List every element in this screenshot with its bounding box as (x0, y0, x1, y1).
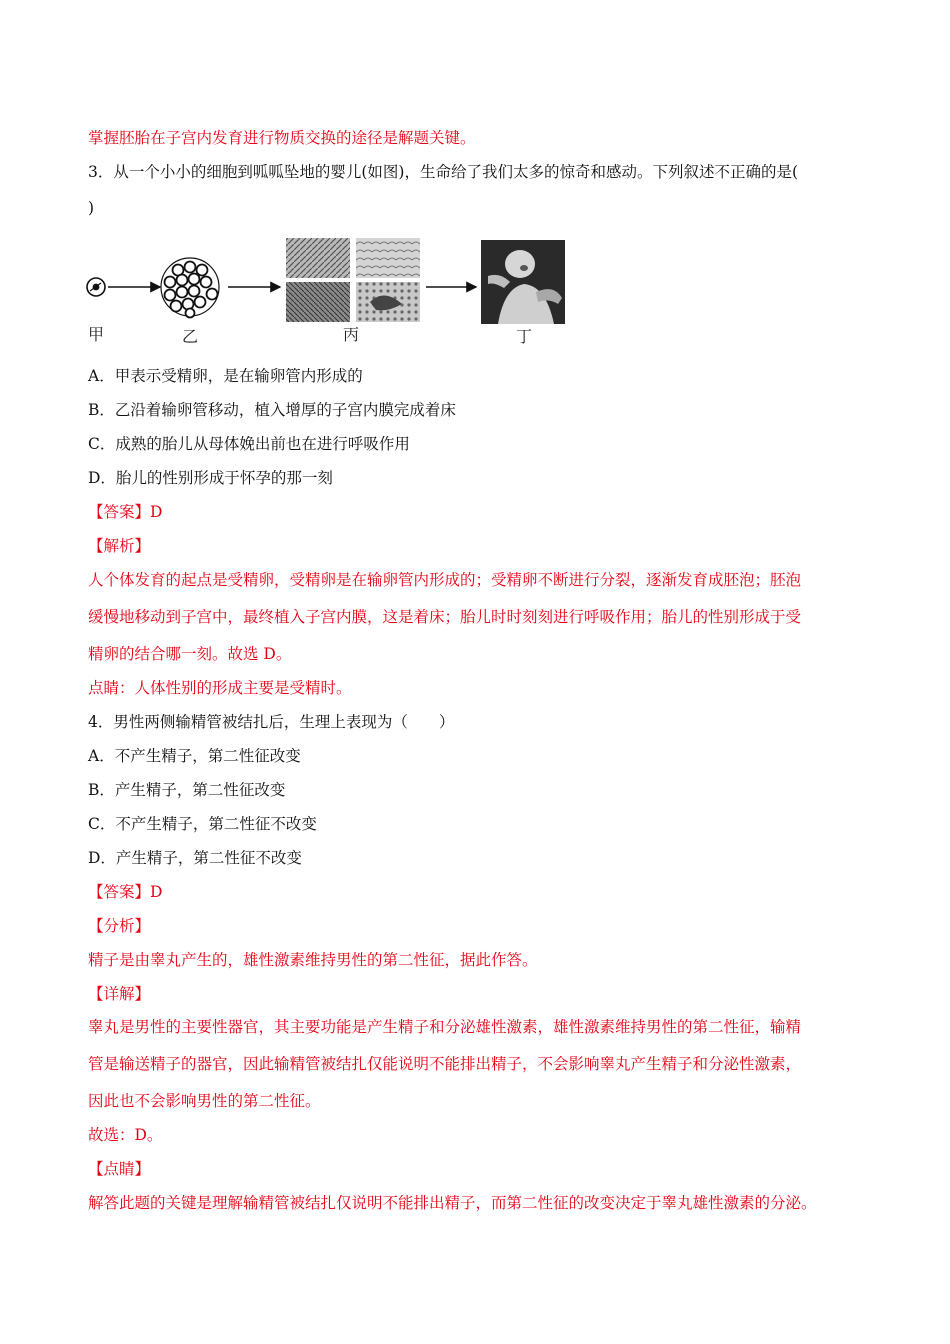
q4-detail-line2: 管是输送精子的器官，因此输精管被结扎仅能说明不能排出精子，不会影响睾丸产生精子和分泌性激素， (88, 1055, 802, 1073)
figure-label-ding: 丁 (516, 327, 533, 346)
zygote-cell (87, 278, 105, 296)
q3-answer-value: D (150, 503, 163, 521)
q4-choice: 故选：D。 (88, 1126, 163, 1144)
q4-answer (88, 882, 162, 902)
q3-option-b: B．乙沿着输卵管移动，植入增厚的子宫内膜完成着床 (88, 401, 456, 419)
development-figure (84, 232, 574, 350)
blastocyst-cluster (161, 258, 219, 318)
q4-option-c: C．不产生精子，第二性征不改变 (88, 815, 317, 833)
q3-option-d: D．胎儿的性别形成于怀孕的那一刻 (88, 469, 333, 487)
q4-detail-line1: 睾丸是男性的主要性器官，其主要功能是产生精子和分泌雄性激素，雄性激素维持男性的第二性征，输精 (88, 1018, 802, 1036)
q4-tip-tag: 【点睛】 (88, 1160, 151, 1178)
q3-stem-line2: ) (88, 199, 95, 217)
tissue-images (286, 238, 420, 322)
q4-analysis: 精子是由睾丸产生的，雄性激素维持男性的第二性征，据此作答。 (88, 951, 538, 969)
figure-label-bing: 丙 (343, 325, 360, 344)
baby-photo (481, 240, 565, 324)
q3-tip: 点睛：人体性别的形成主要是受精时。 (88, 679, 352, 697)
q4-analysis-tag: 【分析】 (88, 917, 151, 935)
q4-answer-tag: 【答案】 (88, 883, 151, 901)
q3-analysis-line3: 精卵的结合哪一刻。故选 D。 (88, 645, 292, 663)
q3-stem-line1: 3．从一个小小的细胞到呱呱坠地的婴儿(如图)，生命给了我们太多的惊奇和感动。下列叙述不正确的是( (88, 163, 799, 181)
intro-note: 掌握胚胎在子宫内发育进行物质交换的途径是解题关键。 (88, 129, 476, 147)
q4-option-b: B．产生精子，第二性征改变 (88, 781, 286, 799)
q3-analysis-tag: 【解析】 (88, 537, 151, 555)
q4-detail-line3: 因此也不会影响男性的第二性征。 (88, 1092, 321, 1110)
q4-answer-value: D (150, 883, 163, 901)
figure-label-yi: 乙 (182, 327, 199, 346)
q3-analysis-line2: 缓慢地移动到子宫中，最终植入子宫内膜，这是着床；胎儿时时刻刻进行呼吸作用；胎儿的性别形成于受 (88, 608, 802, 626)
q4-tip: 解答此题的关键是理解输精管被结扎仅说明不能排出精子，而第二性征的改变决定于睾丸雄性激素的分泌。 (88, 1194, 817, 1212)
q3-answer-tag: 【答案】 (88, 503, 151, 521)
q4-stem: 4．男性两侧输精管被结扎后，生理上表现为（ ） (88, 713, 455, 731)
figure-label-jia: 甲 (88, 325, 105, 344)
q4-option-d: D．产生精子，第二性征不改变 (88, 849, 302, 867)
q3-analysis-line1: 人个体发育的起点是受精卵，受精卵是在输卵管内形成的；受精卵不断进行分裂，逐渐发育成胚泡；胚泡 (88, 571, 802, 589)
q4-option-a: A．不产生精子，第二性征改变 (88, 747, 301, 765)
q3-option-c: C．成熟的胎儿从母体娩出前也在进行呼吸作用 (88, 435, 410, 453)
q3-answer (88, 502, 162, 522)
q3-option-a: A．甲表示受精卵，是在输卵管内形成的 (88, 367, 363, 385)
q4-detail-tag: 【详解】 (88, 985, 151, 1003)
